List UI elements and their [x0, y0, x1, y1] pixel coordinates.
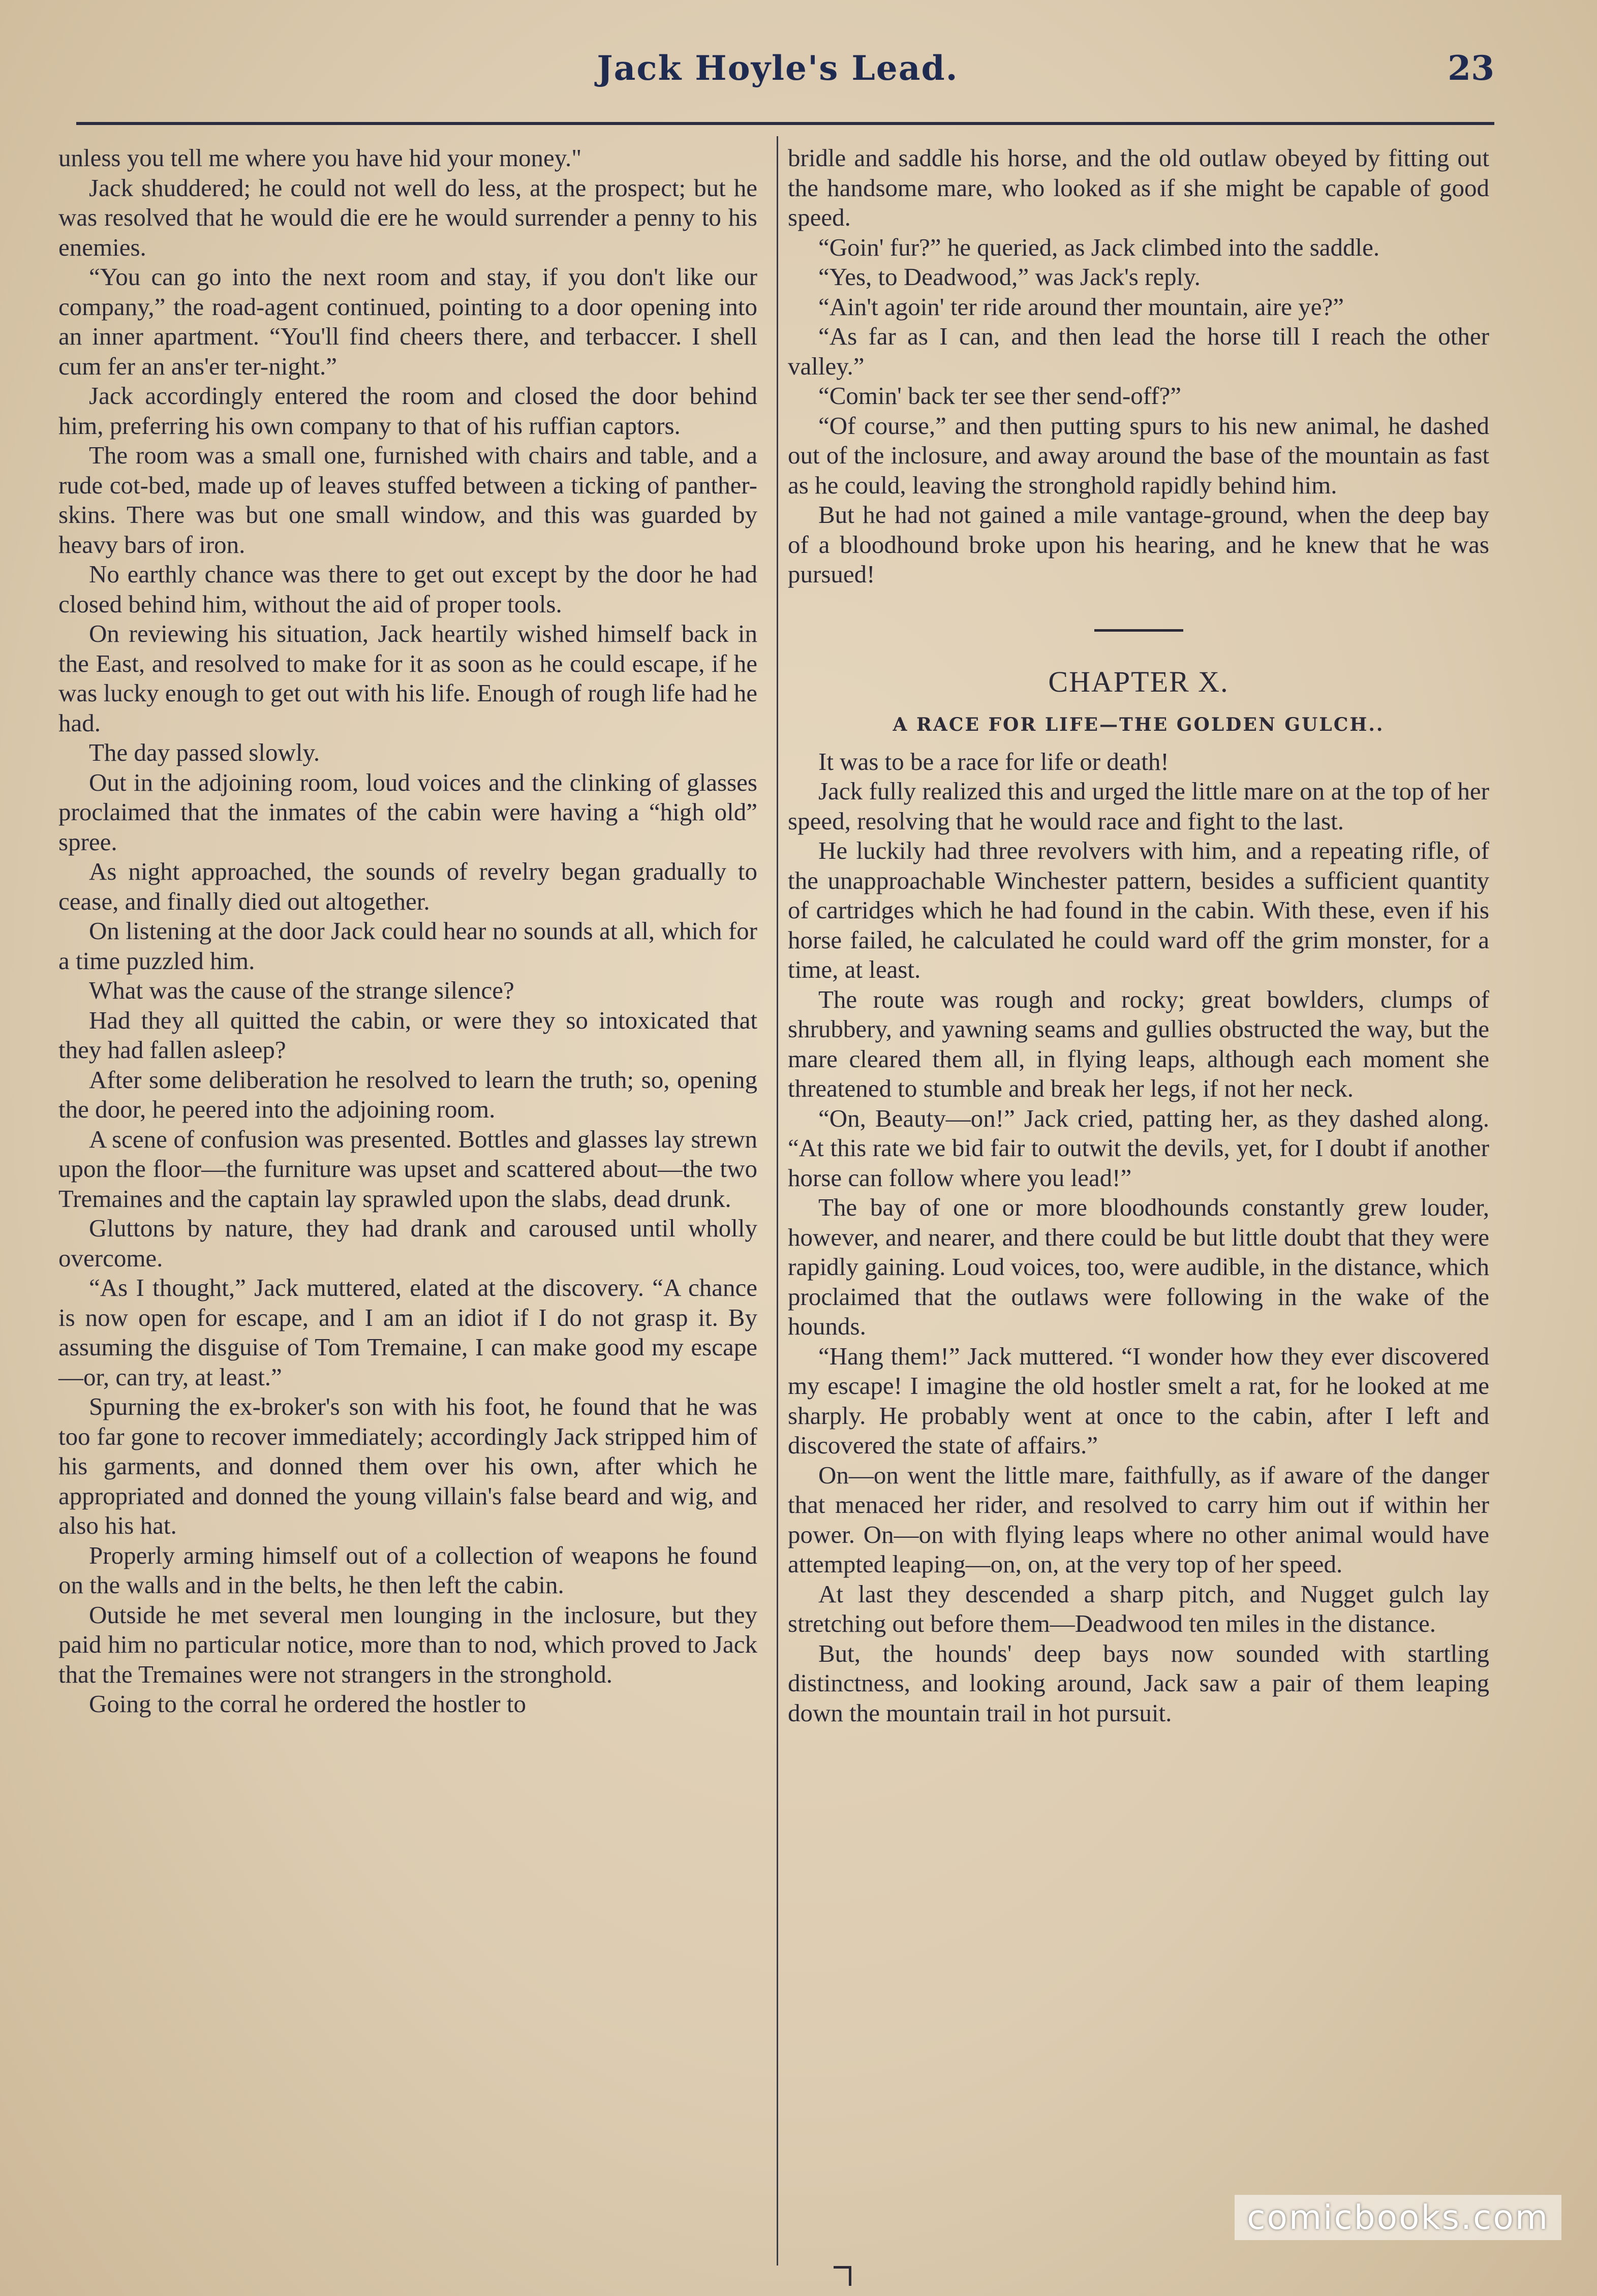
- paragraph: The room was a small one, furnished with chairs and table, and a rude cot-bed, made up of leaves stuffed between a ticking of panther-skins. There was but one small window, and this was guarded by heavy bars of iron.: [58, 441, 757, 559]
- paragraph: Going to the corral he ordered the hostler to: [89, 1690, 526, 1718]
- running-header: [61, 48, 1494, 104]
- paragraph: But he had not gained a mile vantage-ground, when the deep bay of a bloodhound broke upon his hearing, and he knew that he was pursued!: [788, 501, 1489, 588]
- paragraph: Properly arming himself out of a collection of weapons he found on the walls and in the belts, he then left the cabin.: [58, 1541, 757, 1599]
- paragraph: “As far as I can, and then lead the horse till I reach the other valley.”: [788, 322, 1489, 380]
- paragraph: The bay of one or more bloodhounds constantly grew louder, however, and nearer, and there could be but little doubt that they were rapidly gaining. Loud voices, too, were audible, in the distance, which proclaimed that the outlaws were following in the wake of the hounds.: [788, 1193, 1489, 1340]
- paragraph: unless you tell me where you have hid your money.": [58, 144, 582, 172]
- watermark: comicbooks.com: [1235, 2195, 1561, 2240]
- page-bottom-mark: [834, 2266, 851, 2286]
- paragraph: But, the hounds' deep bays now sounded with startling distinctness, and looking around, Jack saw a pair of them leaping down the mountain trail in hot pursuit.: [788, 1639, 1489, 1727]
- paragraph: “You can go into the next room and stay, if you don't like our company,” the road-agent continued, pointing to a door opening into an inner apartment. “You'll find cheers there, and terbaccer. I shell cum fer an ans'er ter-night.”: [58, 263, 757, 380]
- paragraph: “Hang them!” Jack muttered. “I wonder how they ever discovered my escape! I imagine the old hostler smelt a rat, for he looked at me sharply. He probably went at once to the cabin, after I left and discovered the state of affairs.”: [788, 1342, 1489, 1459]
- paragraph: “Of course,” and then putting spurs to his new animal, he dashed out of the inclosure, and away around the base of the mountain as fast as he could, leaving the stronghold rapidly behind him.: [788, 411, 1489, 499]
- paragraph: Jack accordingly entered the room and closed the door behind him, preferring his own company to that of his ruffian captors.: [58, 382, 757, 440]
- paragraph: “Comin' back ter see ther send-off?”: [818, 382, 1182, 410]
- paragraph: Jack shuddered; he could not well do less, at the prospect; but he was resolved that he would die ere he would surrender a penny to his enemies.: [58, 173, 757, 261]
- section-divider: [1094, 629, 1183, 632]
- paragraph: Gluttons by nature, they had drank and caroused until wholly overcome.: [58, 1214, 757, 1272]
- paragraph: bridle and saddle his horse, and the old outlaw obeyed by fitting out the handsome mare, who looked as if she might be capable of good speed.: [788, 144, 1489, 231]
- paragraph: What was the cause of the strange silence?: [89, 976, 514, 1004]
- paragraph: Jack fully realized this and urged the little mare on at the top of her speed, resolving that he would race and fight to the last.: [788, 777, 1489, 835]
- header-rule: [76, 122, 1494, 125]
- paragraph: Outside he met several men lounging in the inclosure, but they paid him no particular notice, more than to nod, which proved to Jack that the Tremaines were not strangers in the stronghold.: [58, 1600, 757, 1688]
- paragraph: On listening at the door Jack could hear no sounds at all, which for a time puzzled him.: [58, 917, 757, 975]
- paragraph: The day passed slowly.: [89, 738, 320, 766]
- paragraph: On reviewing his situation, Jack heartily wished himself back in the East, and resolved to make for it as soon as he could escape, if he was lucky enough to get out with his life. Enough of rough life had he had.: [58, 619, 757, 737]
- right-column: [788, 143, 1489, 1728]
- paragraph: “As I thought,” Jack muttered, elated at the discovery. “A chance is now open for escape, and I am an idiot if I do not grasp it. By assuming the disguise of Tom Tremaine, I can make good my escape—or, can try, at least.”: [58, 1274, 757, 1391]
- paragraph: “Yes, to Deadwood,” was Jack's reply.: [818, 263, 1201, 291]
- paragraph: It was to be a race for life or death!: [818, 747, 1169, 775]
- column-divider: [777, 136, 778, 2266]
- chapter-heading: CHAPTER X.: [1048, 665, 1229, 698]
- paragraph: Had they all quitted the cabin, or were they so intoxicated that they had fallen asleep?: [58, 1006, 757, 1064]
- paragraph: After some deliberation he resolved to learn the truth; so, opening the door, he peered into the adjoining room.: [58, 1065, 757, 1123]
- paragraph: At last they descended a sharp pitch, and Nugget gulch lay stretching out before them—Deadwood ten miles in the distance.: [788, 1579, 1489, 1637]
- paragraph: He luckily had three revolvers with him, and a repeating rifle, of the unapproachable Winchester pattern, besides a sufficient quantity of cartridges which he had found in the cabin. With these, even if his horse failed, he calculated he could ward off the grim monster, for a time, at least.: [788, 836, 1489, 983]
- paragraph: A scene of confusion was presented. Bottles and glasses lay strewn upon the floor—the furniture was upset and scattered about—the two Tremaines and the captain lay sprawled upon the slabs, dead drunk.: [58, 1125, 757, 1213]
- paragraph: No earthly chance was there to get out except by the door he had closed behind him, without the aid of proper tools.: [58, 560, 757, 618]
- left-column: [58, 143, 757, 1719]
- paragraph: “Ain't agoin' ter ride around ther mountain, aire ye?”: [818, 292, 1344, 321]
- chapter-subtitle: A RACE FOR LIFE—THE GOLDEN GULCH..: [893, 714, 1385, 735]
- paragraph: Out in the adjoining room, loud voices and the clinking of glasses proclaimed that the inmates of the cabin were having a “high old” spree.: [58, 768, 757, 856]
- paragraph: As night approached, the sounds of revelry began gradually to cease, and finally died out altogether.: [58, 857, 757, 915]
- page-number: 23: [1448, 48, 1494, 88]
- paragraph: The route was rough and rocky; great bowlders, clumps of shrubbery, and yawning seams and gullies obstructed the way, but the mare cleared them all, in flying leaps, although each moment she threatened to stumble and break her legs, if not her neck.: [788, 985, 1489, 1102]
- paragraph: “On, Beauty—on!” Jack cried, patting her, as they dashed along. “At this rate we bid fair to outwit the devils, yet, for I doubt if another horse can follow where you lead!”: [788, 1104, 1489, 1192]
- paragraph: Spurning the ex-broker's son with his foot, he found that he was too far gone to recover immediately; accordingly Jack stripped him of his garments, and donned them over his own, after which he appropriated and donned the young villain's false beard and wig, and also his hat.: [58, 1392, 757, 1539]
- running-title: Jack Hoyle's Lead.: [597, 48, 959, 88]
- paragraph: On—on went the little mare, faithfully, as if aware of the danger that menaced her rider, and resolved to carry him out if within her power. On—on with flying leaps where no other animal would have attempted leaping—on, on, at the very top of her speed.: [788, 1461, 1489, 1578]
- paragraph: “Goin' fur?” he queried, as Jack climbed into the saddle.: [818, 233, 1380, 261]
